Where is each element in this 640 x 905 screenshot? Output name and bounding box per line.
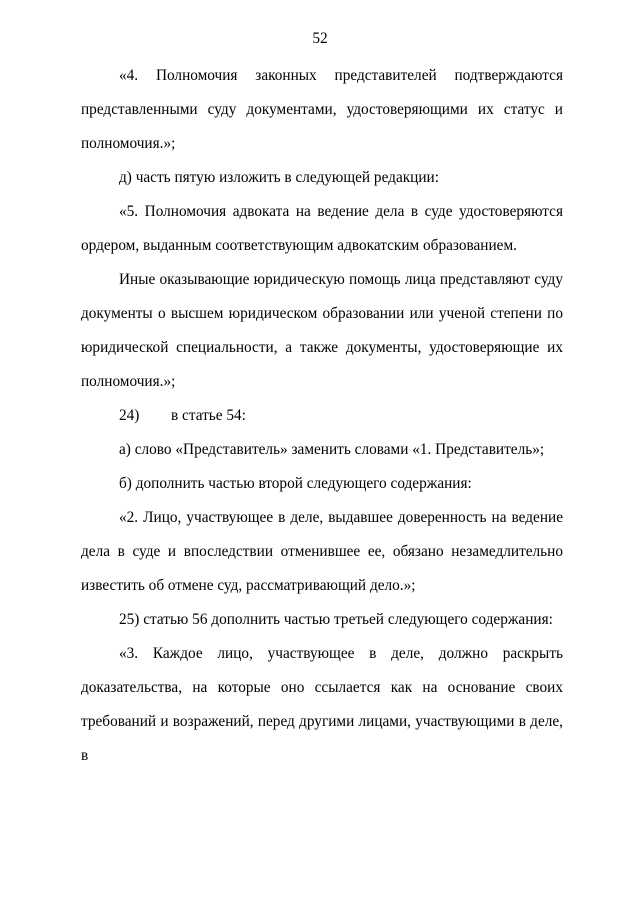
paragraph-power-of-attorney: «2. Лицо, участвующее в деле, выдавшее доверенность на ведение дела в суде и впоследствии отменившее ее, обязано незамедлительно известить об отмене суд, рассматривающий дело.»; <box>81 509 563 594</box>
document-body <box>81 59 563 773</box>
paragraph-item-25: 25) статью 56 дополнить частью третьей следующего содержания: <box>119 611 553 628</box>
paragraph-disclose-evidence: «3. Каждое лицо, участвующее в деле, должно раскрыть доказательства, на которые оно ссылается как на основание своих требований и возражений, перед другими лицами, участвующими в деле, в <box>81 645 563 764</box>
paragraph-part-five-intro: д) часть пятую изложить в следующей редакции: <box>119 169 439 186</box>
item-number: 24) <box>119 407 140 424</box>
item-24 <box>81 399 563 433</box>
paragraph-replace-word: а) слово «Представитель» заменить словами «1. Представитель»; <box>119 441 545 458</box>
page-number: 52 <box>312 30 328 47</box>
paragraph-representatives-powers: «4. Полномочия законных представителей подтверждаются представленными суду документами, удостоверяющими их статус и полномочия.»; <box>81 67 563 152</box>
item-text: в статье 54: <box>171 407 246 424</box>
paragraph-other-representatives: Иные оказывающие юридическую помощь лица представляют суду документы о высшем юридическом образовании или ученой степени по юридической специальности, а также документы, удостоверяющие их полномочия.»; <box>81 271 563 390</box>
paragraph-advocate-powers: «5. Полномочия адвоката на ведение дела в суде удостоверяются ордером, выданным соответствующим адвокатским образованием. <box>81 203 563 254</box>
paragraph-add-part-two: б) дополнить частью второй следующего содержания: <box>119 475 472 492</box>
